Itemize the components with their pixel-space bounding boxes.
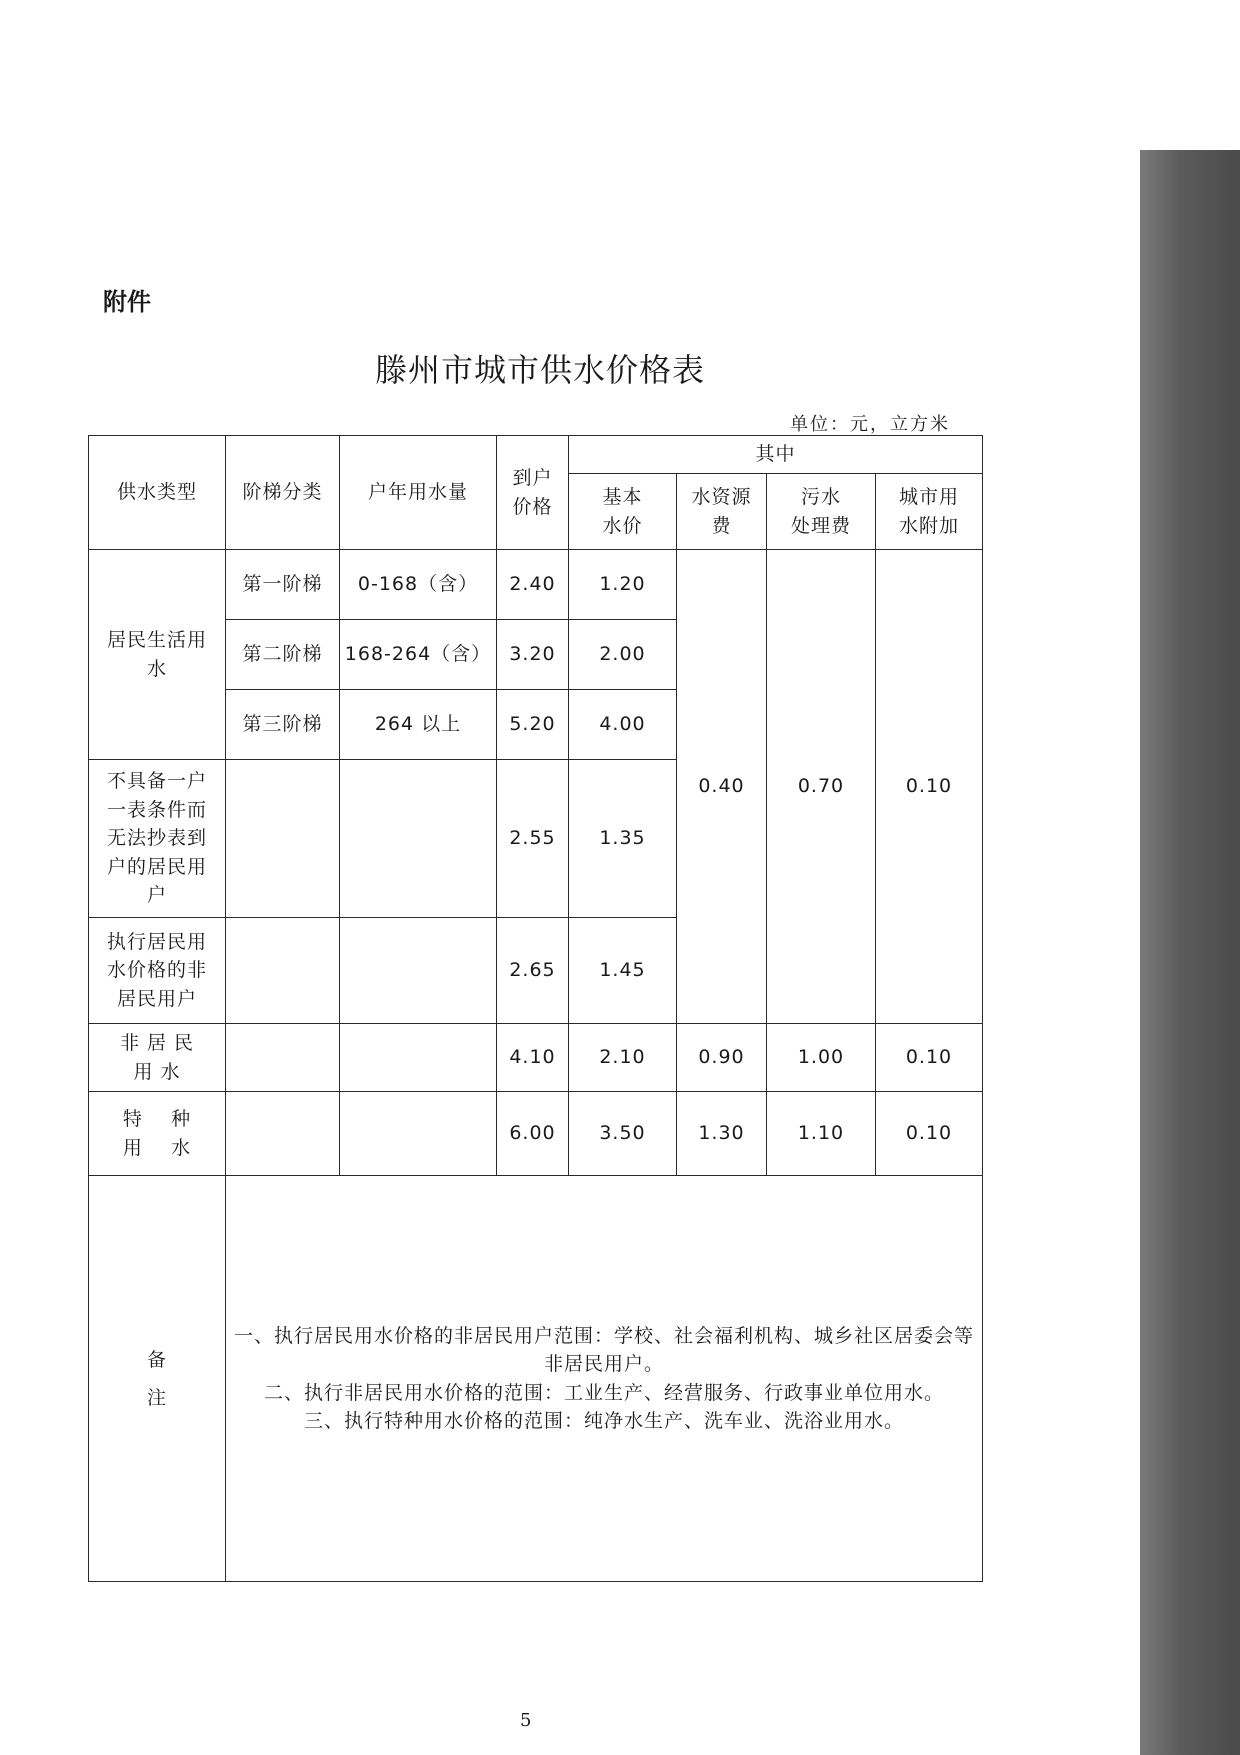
cell-base: 2.10 <box>569 1024 677 1092</box>
table-row <box>89 1092 983 1176</box>
cell-price: 2.40 <box>497 550 569 620</box>
cell-surcharge: 0.10 <box>876 1092 983 1176</box>
cell-sewage: 1.10 <box>767 1092 876 1176</box>
cell-price: 3.20 <box>497 620 569 690</box>
cell-type: 居民生活用 水 <box>89 550 226 760</box>
cell-price: 2.65 <box>497 918 569 1024</box>
cell-usage <box>340 1092 497 1176</box>
cell-base: 3.50 <box>569 1092 677 1176</box>
table-row <box>89 550 983 620</box>
cell-resource-shared: 0.40 <box>677 550 767 1024</box>
header-city-surcharge: 城市用 水附加 <box>876 474 983 550</box>
cell-sewage: 1.00 <box>767 1024 876 1092</box>
cell-tier <box>226 760 340 918</box>
remark-item: 三、执行特种用水价格的范围：纯净水生产、洗车业、洗浴业用水。 <box>304 1410 905 1432</box>
cell-tier: 第一阶梯 <box>226 550 340 620</box>
cell-price: 2.55 <box>497 760 569 918</box>
header-sewage-fee: 污水 处理费 <box>767 474 876 550</box>
cell-resource: 1.30 <box>677 1092 767 1176</box>
attachment-label: 附件 <box>103 288 151 316</box>
remarks-content <box>226 1176 983 1582</box>
page-title: 滕州市城市供水价格表 <box>374 351 705 389</box>
header-annual-usage: 户年用水量 <box>340 436 497 550</box>
cell-base: 2.00 <box>569 620 677 690</box>
cell-tier <box>226 1092 340 1176</box>
remark-item: 二、执行非居民用水价格的范围：工业生产、经营服务、行政事业单位用水。 <box>264 1381 945 1404</box>
water-price-table <box>88 435 983 1582</box>
cell-tier: 第三阶梯 <box>226 690 340 760</box>
cell-base: 1.20 <box>569 550 677 620</box>
header-tier-class: 阶梯分类 <box>226 436 340 550</box>
cell-usage: 264 以上 <box>340 690 497 760</box>
header-row-1 <box>89 436 983 474</box>
cell-type: 特 种 用 水 <box>89 1092 226 1176</box>
cell-tier <box>226 918 340 1024</box>
cell-sewage-shared: 0.70 <box>767 550 876 1024</box>
remarks-row <box>89 1176 983 1582</box>
header-household-price: 到户 价格 <box>497 436 569 550</box>
cell-usage <box>340 760 497 918</box>
header-base-price: 基本 水价 <box>569 474 677 550</box>
cell-tier <box>226 1024 340 1092</box>
cell-price: 4.10 <box>497 1024 569 1092</box>
scan-shadow-right <box>1140 150 1240 1755</box>
cell-usage: 0-168（含） <box>340 550 497 620</box>
header-supply-type: 供水类型 <box>89 436 226 550</box>
cell-price: 6.00 <box>497 1092 569 1176</box>
cell-base: 1.45 <box>569 918 677 1024</box>
unit-note: 单位：元，立方米 <box>790 414 950 435</box>
cell-base: 4.00 <box>569 690 677 760</box>
cell-base: 1.35 <box>569 760 677 918</box>
header-of-which: 其中 <box>569 436 983 474</box>
scan-margin-top <box>0 0 1240 150</box>
header-water-resource-fee: 水资源 费 <box>677 474 767 550</box>
table-row <box>89 1024 983 1092</box>
cell-surcharge: 0.10 <box>876 1024 983 1092</box>
remarks-label: 备 注 <box>89 1176 226 1582</box>
page-number: 5 <box>520 1710 532 1731</box>
cell-resource: 0.90 <box>677 1024 767 1092</box>
cell-type: 不具备一户 一表条件而 无法抄表到 户的居民用 户 <box>89 760 226 918</box>
cell-surcharge-shared: 0.10 <box>876 550 983 1024</box>
remark-item: 一、执行居民用水价格的非居民用户范围：学校、社会福利机构、城乡社区居委会等非居民用户。 <box>234 1324 975 1375</box>
cell-usage <box>340 1024 497 1092</box>
cell-type: 非 居 民 用 水 <box>89 1024 226 1092</box>
cell-usage <box>340 918 497 1024</box>
cell-usage: 168-264（含） <box>340 620 497 690</box>
cell-price: 5.20 <box>497 690 569 760</box>
cell-type: 执行居民用 水价格的非 居民用户 <box>89 918 226 1024</box>
cell-tier: 第二阶梯 <box>226 620 340 690</box>
